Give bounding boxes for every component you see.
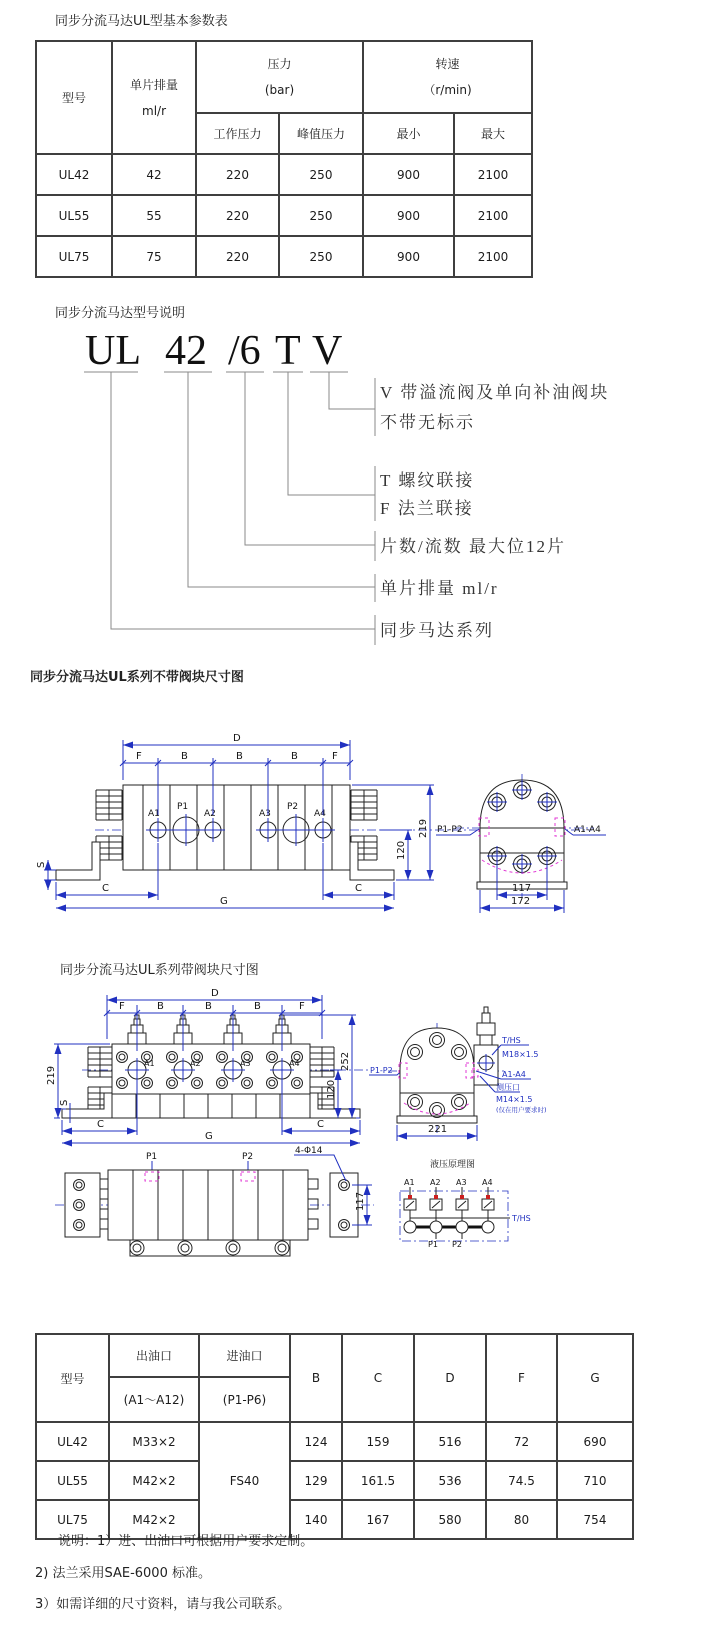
cell: 220 — [196, 154, 279, 195]
port-label-p2: P2 — [287, 802, 299, 812]
note-2: 2) 法兰采用SAE-6000 标准。 — [35, 1566, 211, 1581]
side-valve-block — [474, 1007, 498, 1085]
header-row-1 — [36, 41, 532, 113]
header-outlet-sub: (A1～A12) — [109, 1377, 199, 1422]
header-displacement-l1: 单片排量 — [129, 77, 178, 92]
dim-label-d: D — [233, 733, 241, 744]
callout-relief-thread: M18×1.5 — [502, 1050, 539, 1059]
end-plate-right — [330, 1173, 358, 1237]
schematic-p1: P1 — [428, 1240, 438, 1249]
cell-inlet-merged: FS40 — [199, 1422, 290, 1539]
dim-label-c: C — [317, 1119, 324, 1130]
dim-label-120: 120 — [326, 1079, 337, 1099]
callout-p-ports: P1-P2 — [437, 825, 463, 835]
end-view — [388, 1007, 547, 1141]
cell: 140 — [290, 1500, 342, 1539]
table-row — [36, 195, 532, 236]
header-c: C — [342, 1334, 414, 1422]
cell-model: UL75 — [36, 1500, 109, 1539]
cell: 72 — [486, 1422, 557, 1461]
cell: 167 — [342, 1500, 414, 1539]
cell-model: UL55 — [36, 195, 112, 236]
cell: 900 — [363, 236, 454, 277]
cell: 2100 — [454, 236, 532, 277]
table-row — [36, 1461, 633, 1500]
cell: 900 — [363, 195, 454, 236]
dim-label-117: 117 — [355, 1191, 366, 1211]
label-displacement: 单片排量 ml/r — [380, 579, 499, 598]
header-displacement — [112, 41, 196, 154]
cell: 250 — [279, 236, 363, 277]
dim-label-b: B — [205, 1001, 212, 1012]
bottom-view — [55, 1146, 374, 1256]
schematic-t-line: T/HS — [512, 1214, 531, 1223]
schematic-a4: A4 — [482, 1178, 493, 1187]
bottom-flange — [130, 1240, 290, 1256]
cell: 2100 — [454, 154, 532, 195]
cell: 124 — [290, 1422, 342, 1461]
dim-label-f: F — [332, 751, 338, 762]
cell: 42 — [112, 154, 196, 195]
header-row-1 — [36, 1334, 633, 1377]
label-valve-line1: V 带溢流阀及单向补油阀块 — [380, 383, 610, 402]
header-pressure — [196, 41, 363, 113]
header-f: F — [486, 1334, 557, 1422]
port-label-a4: A4 — [314, 809, 326, 819]
callout-a-ports: A1-A4 — [574, 825, 601, 835]
label-thread-connection: T 螺纹联接 — [380, 471, 475, 490]
cell: M33×2 — [109, 1422, 199, 1461]
dim-label-c: C — [102, 883, 109, 894]
table-row — [36, 1422, 633, 1461]
callout-relief: T/HS — [502, 1036, 521, 1045]
cell: 710 — [557, 1461, 633, 1500]
callout-mount-holes: 4-Φ14 — [295, 1146, 323, 1156]
segment-sections: /6 — [228, 328, 261, 374]
callout-gauge-port: 测压口 — [496, 1083, 520, 1092]
cell: 2100 — [454, 195, 532, 236]
segment-series: UL — [85, 328, 141, 374]
dim-label-c: C — [97, 1119, 104, 1130]
header-speed-l1: 转速 — [435, 57, 460, 71]
header-g: G — [557, 1334, 633, 1422]
callout-lines — [84, 372, 375, 645]
header-speed — [363, 41, 532, 113]
port-label-a2: A2 — [190, 1059, 201, 1068]
cell-model: UL55 — [36, 1461, 109, 1500]
cell: 250 — [279, 195, 363, 236]
header-d: D — [414, 1334, 486, 1422]
cell: 580 — [414, 1500, 486, 1539]
header-peak-pressure: 峰值压力 — [279, 113, 363, 154]
cell: 516 — [414, 1422, 486, 1461]
parameter-table — [35, 40, 533, 278]
callout-p-ports: P1-P2 — [370, 1066, 393, 1075]
header-max: 最大 — [454, 113, 532, 154]
header-model: 型号 — [36, 1334, 109, 1422]
callout-gauge-thread: M14×1.5 — [496, 1095, 533, 1104]
header-displacement-l2: ml/r — [142, 103, 166, 118]
dim-label-b: B — [236, 751, 243, 762]
dim-label-b: B — [291, 751, 298, 762]
hydraulic-schematic — [400, 1158, 531, 1249]
cell: 74.5 — [486, 1461, 557, 1500]
header-working-pressure: 工作压力 — [196, 113, 279, 154]
segment-valve: V — [312, 328, 343, 374]
bracket-left — [56, 842, 100, 880]
front-view — [46, 988, 404, 1143]
dim-label-252: 252 — [340, 1051, 351, 1071]
cell: 220 — [196, 195, 279, 236]
dim-label-c: C — [355, 883, 362, 894]
dim-label-219: 219 — [46, 1065, 57, 1085]
cell: M42×2 — [109, 1461, 199, 1500]
dim-label-120: 120 — [396, 840, 407, 860]
header-inlet-sub: (P1-P6) — [199, 1377, 290, 1422]
cell: 159 — [342, 1422, 414, 1461]
cell: 754 — [557, 1500, 633, 1539]
dim-label-f: F — [299, 1001, 305, 1012]
dim-label-f: F — [119, 1001, 125, 1012]
dim-label-g: G — [220, 896, 228, 907]
port-label-p2: P2 — [242, 1152, 254, 1162]
label-sections: 片数/流数 最大位12片 — [380, 537, 566, 556]
header-speed-l2: （r/min) — [423, 83, 472, 97]
dim-label-b: B — [254, 1001, 261, 1012]
dimension-drawing-with-valve — [0, 973, 718, 1295]
note-3: 3）如需详细的尺寸资料，请与我公司联系。 — [35, 1597, 291, 1612]
header-pressure-l2: (bar) — [264, 83, 295, 97]
schematic-a2: A2 — [430, 1178, 441, 1187]
cell: 55 — [112, 195, 196, 236]
cell: M42×2 — [109, 1500, 199, 1539]
cell: 129 — [290, 1461, 342, 1500]
port-label-a1: A1 — [144, 1059, 155, 1068]
header-outlet: 出油口 — [109, 1334, 199, 1377]
header-inlet: 进油口 — [199, 1334, 290, 1377]
cell: 75 — [112, 236, 196, 277]
callout-labels — [380, 383, 609, 640]
schematic-a1: A1 — [404, 1178, 415, 1187]
header-min: 最小 — [363, 113, 454, 154]
param-table-title: 同步分流马达UL型基本参数表 — [55, 14, 228, 29]
segment-connection: T — [275, 328, 301, 374]
cell-model: UL42 — [36, 1422, 109, 1461]
callout-a-ports: A1-A4 — [502, 1070, 526, 1079]
cell: 536 — [414, 1461, 486, 1500]
port-label-a3: A3 — [240, 1059, 251, 1068]
model-code-diagram — [60, 318, 620, 664]
dim-label-s: S — [59, 1099, 70, 1106]
header-pressure-l1: 压力 — [267, 57, 292, 71]
label-valve-line2: 不带无标示 — [380, 413, 475, 432]
header-b: B — [290, 1334, 342, 1422]
relief-valve-symbols — [404, 1187, 494, 1221]
cell-model: UL75 — [36, 236, 112, 277]
port-label-a2: A2 — [204, 809, 216, 819]
dimension-drawing-no-valve — [0, 690, 718, 920]
dim-label-g: G — [205, 1131, 213, 1142]
port-label-a1: A1 — [148, 809, 160, 819]
cell: 80 — [486, 1500, 557, 1539]
cell: 220 — [196, 236, 279, 277]
label-series: 同步马达系列 — [380, 621, 494, 640]
cell-model: UL42 — [36, 154, 112, 195]
dim-label-117: 117 — [512, 883, 532, 894]
dim-label-d: D — [211, 988, 219, 999]
port-label-p1: P1 — [177, 802, 189, 812]
dim-label-b: B — [181, 751, 188, 762]
cell: 161.5 — [342, 1461, 414, 1500]
dim-label-b: B — [157, 1001, 164, 1012]
diagram1-title: 同步分流马达UL系列不带阀块尺寸图 — [30, 670, 244, 685]
model-code-segments — [85, 328, 342, 374]
cell: 250 — [279, 154, 363, 195]
dim-label-219: 219 — [418, 818, 429, 838]
end-view — [436, 774, 606, 913]
dimension-table — [35, 1333, 634, 1540]
table-row — [36, 236, 532, 277]
cell: 900 — [363, 154, 454, 195]
model-code-title: 同步分流马达型号说明 — [55, 306, 186, 321]
motor-sections — [404, 1221, 494, 1233]
cell: 690 — [557, 1422, 633, 1461]
schematic-title: 液压原理图 — [430, 1160, 476, 1170]
diagram2-title: 同步分流马达UL系列带阀块尺寸图 — [60, 963, 259, 978]
table-row — [36, 154, 532, 195]
dim-label-221: 221 — [428, 1124, 448, 1135]
callout-gauge-note: (仅在用户要求时) — [496, 1106, 547, 1114]
schematic-p2: P2 — [452, 1240, 462, 1249]
note-1: 说明：1）进、出油口可根据用户要求定制。 — [58, 1534, 314, 1549]
dim-label-172: 172 — [511, 896, 531, 907]
port-label-a4: A4 — [289, 1059, 300, 1068]
header-model: 型号 — [36, 41, 112, 154]
port-label-a3: A3 — [259, 809, 271, 819]
dim-label-f: F — [136, 751, 142, 762]
segment-displacement: 42 — [165, 328, 207, 374]
label-flange-connection: F 法兰联接 — [380, 499, 474, 518]
dim-label-s: S — [36, 861, 47, 868]
relief-valves — [128, 1015, 291, 1044]
port-label-p1: P1 — [146, 1152, 158, 1162]
schematic-a3: A3 — [456, 1178, 467, 1187]
